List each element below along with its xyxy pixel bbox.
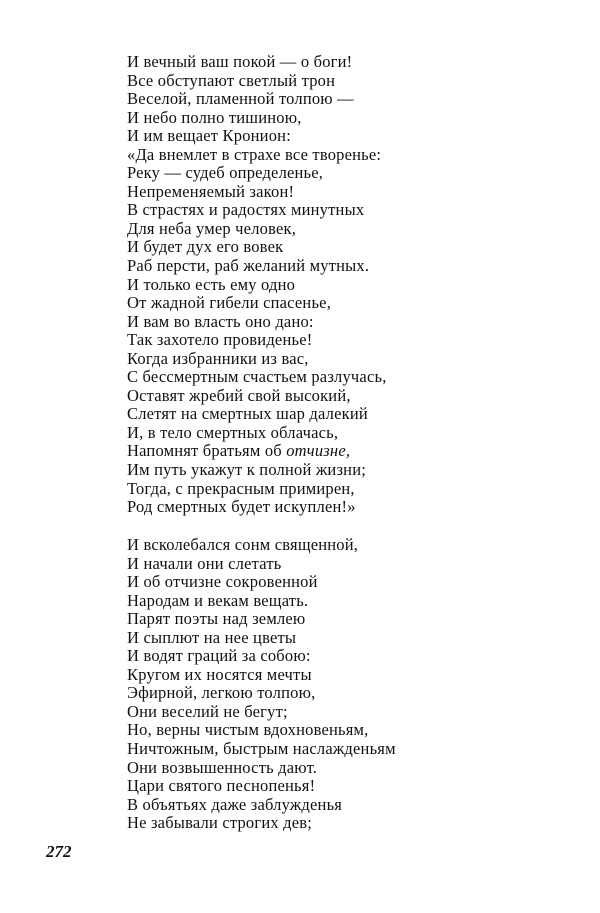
poem-stanza-2 [127, 536, 396, 833]
poem-line: И всколебался сонм священной, [127, 535, 359, 554]
poem-line: И об отчизне сокровенной [127, 572, 318, 592]
poem-line: Веселой, пламенной толпою — [127, 89, 354, 109]
page-number: 272 [46, 842, 72, 861]
poem-line: Оставят жребий свой высокий, [127, 385, 351, 405]
poem-line: И вечный ваш покой — о боги! [127, 52, 353, 71]
poem-line: Эфирной, легкою толпою, [127, 683, 316, 703]
poem-line: В объятьях даже заблужденья [127, 794, 343, 814]
poem-line: И им вещает Кронион: [127, 126, 291, 146]
poem-line: Они возвышенность дают. [127, 757, 318, 777]
poem-line: «Да внемлет в страхе все творенье: [127, 144, 382, 164]
poem-line: Тогда, с прекрасным примирен, [127, 478, 355, 498]
poem-line: И водят граций за собою: [127, 646, 311, 666]
poem-line: Род смертных будет искуплен!» [127, 497, 356, 517]
poem-line: И будет дух его вовек [127, 237, 284, 257]
poem-line: Парят поэты над землею [127, 609, 306, 629]
poem-line: Народам и векам вещать. [127, 590, 309, 610]
poem-line: Они веселий не бегут; [127, 701, 288, 721]
poem-line: Реку — судеб определенье, [127, 163, 324, 183]
poem-line: Когда избранники из вас, [127, 348, 309, 368]
emphasized-word: отчизне, [286, 441, 351, 461]
poem-line-with-emphasis [127, 442, 387, 461]
poem-line: С бессмертным счастьем разлучась, [127, 367, 387, 387]
poem-line: В страстях и радостях минутных [127, 200, 365, 220]
poem-line: И вам во власть оно дано: [127, 311, 314, 331]
poem-line: Так захотело провиденье! [127, 330, 313, 350]
poem-line: Раб персти, раб желаний мутных. [127, 256, 370, 276]
poem-line: И начали они слетать [127, 553, 282, 573]
poem-line-text: Напомнят братьям об [127, 441, 282, 461]
poem-line: Кругом их носятся мечты [127, 664, 312, 684]
poem-line: От жадной гибели спасенье, [127, 293, 332, 313]
poem-line: И только есть ему одно [127, 274, 296, 294]
poem-line: Ничтожным, быстрым наслажденьям [127, 739, 396, 759]
poem-line: И, в тело смертных облачась, [127, 422, 339, 442]
poem-line: Цари святого песнопенья! [127, 776, 316, 796]
poem-line: Не забывали строгих дев; [127, 813, 313, 833]
poem-line: Им путь укажут к полной жизни; [127, 460, 367, 480]
poem-line: Но, верны чистым вдохновеньям, [127, 720, 369, 740]
poem-line: Все обступают светлый трон [127, 70, 336, 90]
poem-line: И небо полно тишиною, [127, 107, 302, 127]
poem-line: Непременяемый закон! [127, 181, 295, 201]
poem-stanza-1 [127, 53, 387, 517]
poem-line: Для неба умер человек, [127, 218, 297, 238]
poem-line: Слетят на смертных шар далекий [127, 404, 368, 424]
poem-line: И сыплют на нее цветы [127, 627, 297, 647]
